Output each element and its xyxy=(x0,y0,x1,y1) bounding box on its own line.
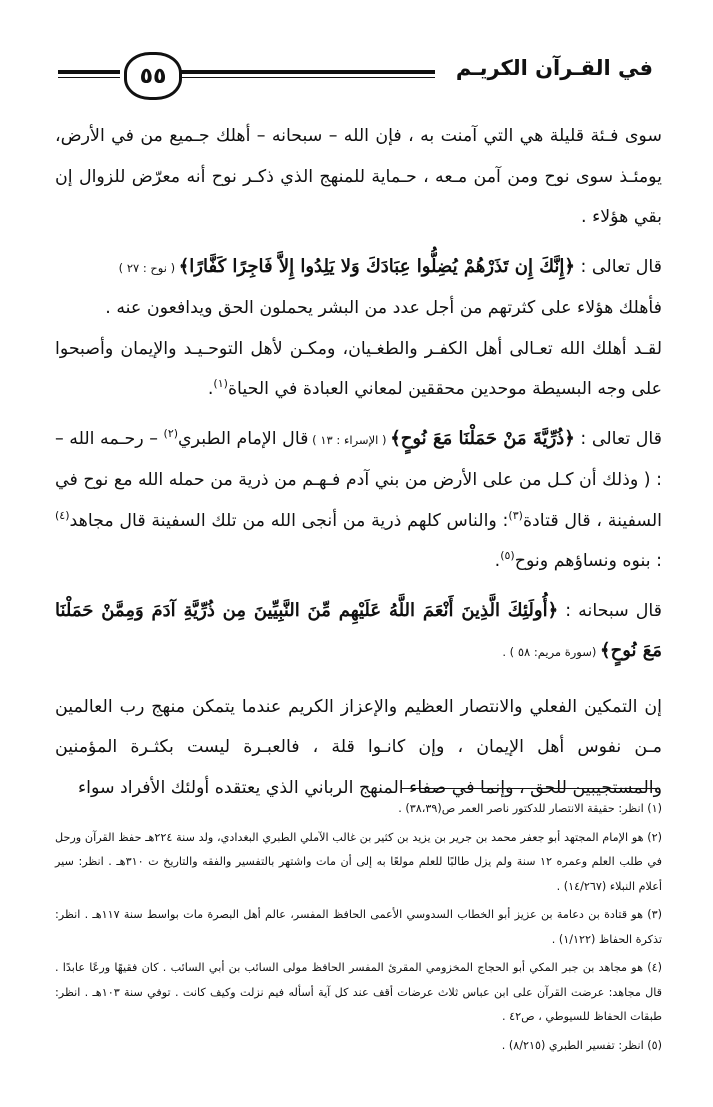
verse-paragraph xyxy=(55,419,662,582)
verse-citation: ( الإسراء : ١٣ ) xyxy=(308,432,391,447)
footnote: (٢) هو الإمام المجتهد أبو جعفر محمد بن جرير بن يزيد بن كثير بن غالب الآملي الطبري البغدادي، ولد سنة ٢٢٤هـ حفظ القرآن ورحل في طلب العلم وعمره ١٢ سنة ولم يزل طالبًا للعلم مولعًا به إلى أن مات واشتهر بالتفسير والفقه والتاريخ ت ٣١٠هـ . انظر: سير أعلام النبلاء (١٤/٢٦٧) . xyxy=(55,830,662,893)
footnote: (٥) انظر: تفسير الطبري (٨/٢١٥) . xyxy=(501,1038,662,1052)
header-rule-left xyxy=(58,70,120,82)
verse-citation: ( نوح : ٢٧ ) xyxy=(118,260,179,275)
verse-intro: قال تعالى : xyxy=(574,428,662,449)
verse-citation: (سورة مريم: ٥٨ ) . xyxy=(502,645,601,659)
quran-verse: ﴿أُولَئِكَ الَّذِينَ أَنْعَمَ اللَّهُ عَلَيْهِم مِّنَ النَّبِيِّينَ مِن ذُرِّيَّةِ آدَمَ وَمِمَّنْ حَمَلْنَا مَعَ نُوحٍ﴾ xyxy=(55,599,662,661)
paragraph: لقـد أهلك الله تعـالى أهل الكفـر والطغـيان، ومكـن لأهل التوحـيـد والإيمان وأصبحوا على وجه البسيطة موحدين محققين لمعاني العبادة في الحياة$^{(١)}$. xyxy=(55,338,662,399)
paragraph: إن التمكين الفعلي والانتصار العظيم والإعزاز الكريم عندما يتمكن منهج رب العالمين مـن نفوس أهل الإيمان ، وإن كانـوا قلة ، فالعبـرة ليست بكثـرة المؤمنين والمستجيبين للحق ، وإنما في صفاء المنهج الرباني الذي يعتقده أولئك الأفراد سواء xyxy=(55,696,662,798)
running-title: في القـرآن الكريـم xyxy=(455,56,653,80)
footnote-separator xyxy=(402,788,660,789)
paragraph-text: لقـد أهلك الله تعـالى أهل الكفـر والطغـيان، ومكـن لأهل التوحـيـد والإيمان وأصبحوا على وجه البسيطة موحدين محققين لمعاني العبادة في الحياة xyxy=(55,338,662,399)
paragraph-text: – رحـمه الله – : ( وذلك أن كـل من على الأرض من بني آدم فـهـم من ذرية من حمله الله مع نوح في السفينة ، قال قتادة xyxy=(55,428,663,531)
footnote: (٤) هو مجاهد بن جبر المكي أبو الحجاج المخزومي المقرئ المفسر الحافظ مولى السائب بن أبي السائب . كان فقيهًا ورعًا عابدًا . قال مجاهد: عرضت القرآن على ابن عباس ثلاث عرضات أقف عند كل آية أسأله فيم نزلت وكيف كانت . توفي سنة ١٠٣هـ . انظر: طبقات الحفاظ للسيوطي ، ص٤٢ . xyxy=(55,961,663,1023)
footnote-ref: (٥) xyxy=(500,549,515,563)
footnote-ref: (٢) xyxy=(163,426,179,440)
footnote-ref: (١) xyxy=(213,377,228,391)
footnote: (١) انظر: حقيقة الانتصار للدكتور ناصر العمر ص(٣٨،٣٩) . xyxy=(398,802,662,815)
verse-intro: قال سبحانه : xyxy=(558,600,662,621)
verse-intro: قال تعالى : xyxy=(574,256,662,277)
verse-paragraph xyxy=(55,247,662,289)
paragraph: سوى فـئة قليلة هي التي آمنت به ، فإن الله – سبحانه – أهلك جـميع من في الأرض، يومئـذ سوى نوح ومن آمن مـعه ، حـماية للمنهج الذي ذكـر نوح أنه معرّض للزوال إن بقي هؤلاء . xyxy=(55,126,662,227)
page-number: ٥٥ xyxy=(124,52,182,100)
footnotes xyxy=(55,797,662,1062)
footnote-ref: (٣) xyxy=(508,508,523,522)
footnote: (٣) هو قتادة بن دعامة بن عزيز أبو الخطاب السدوسي الأعمى الحافظ المفسر، عالم أهل البصرة مات بواسط سنة ١١٧هـ . انظر: تذكرة الحفاظ (١/١٢٢) . xyxy=(55,908,663,946)
paragraph: فأهلك هؤلاء على كثرتهم من أجل عدد من البشر يحملون الحق ويدافعون عنه . xyxy=(105,298,662,318)
paragraph-text: قال الإمام الطبري xyxy=(178,428,309,449)
page-header xyxy=(58,50,653,100)
footnote-ref: (٤) xyxy=(55,508,70,522)
quran-verse: ﴿ذُرِّيَّةَ مَنْ حَمَلْنَا مَعَ نُوحٍ﴾ xyxy=(390,427,575,449)
quran-verse: ﴿إِنَّكَ إِن تَذَرْهُمْ يُضِلُّوا عِبَادَكَ وَلا يَلِدُوا إِلاَّ فَاجِرًا كَفَّارًا﴾ xyxy=(178,255,575,277)
paragraph-text: : بنوه ونساؤهم ونوح xyxy=(514,551,662,571)
paragraph-end: . xyxy=(494,551,501,571)
verse-paragraph xyxy=(55,591,662,673)
main-text xyxy=(55,116,662,808)
paragraph-text: : والناس كلهم ذرية من أنجى الله من تلك السفينة قال مجاهد xyxy=(69,510,509,531)
header-rule-middle xyxy=(180,70,435,82)
